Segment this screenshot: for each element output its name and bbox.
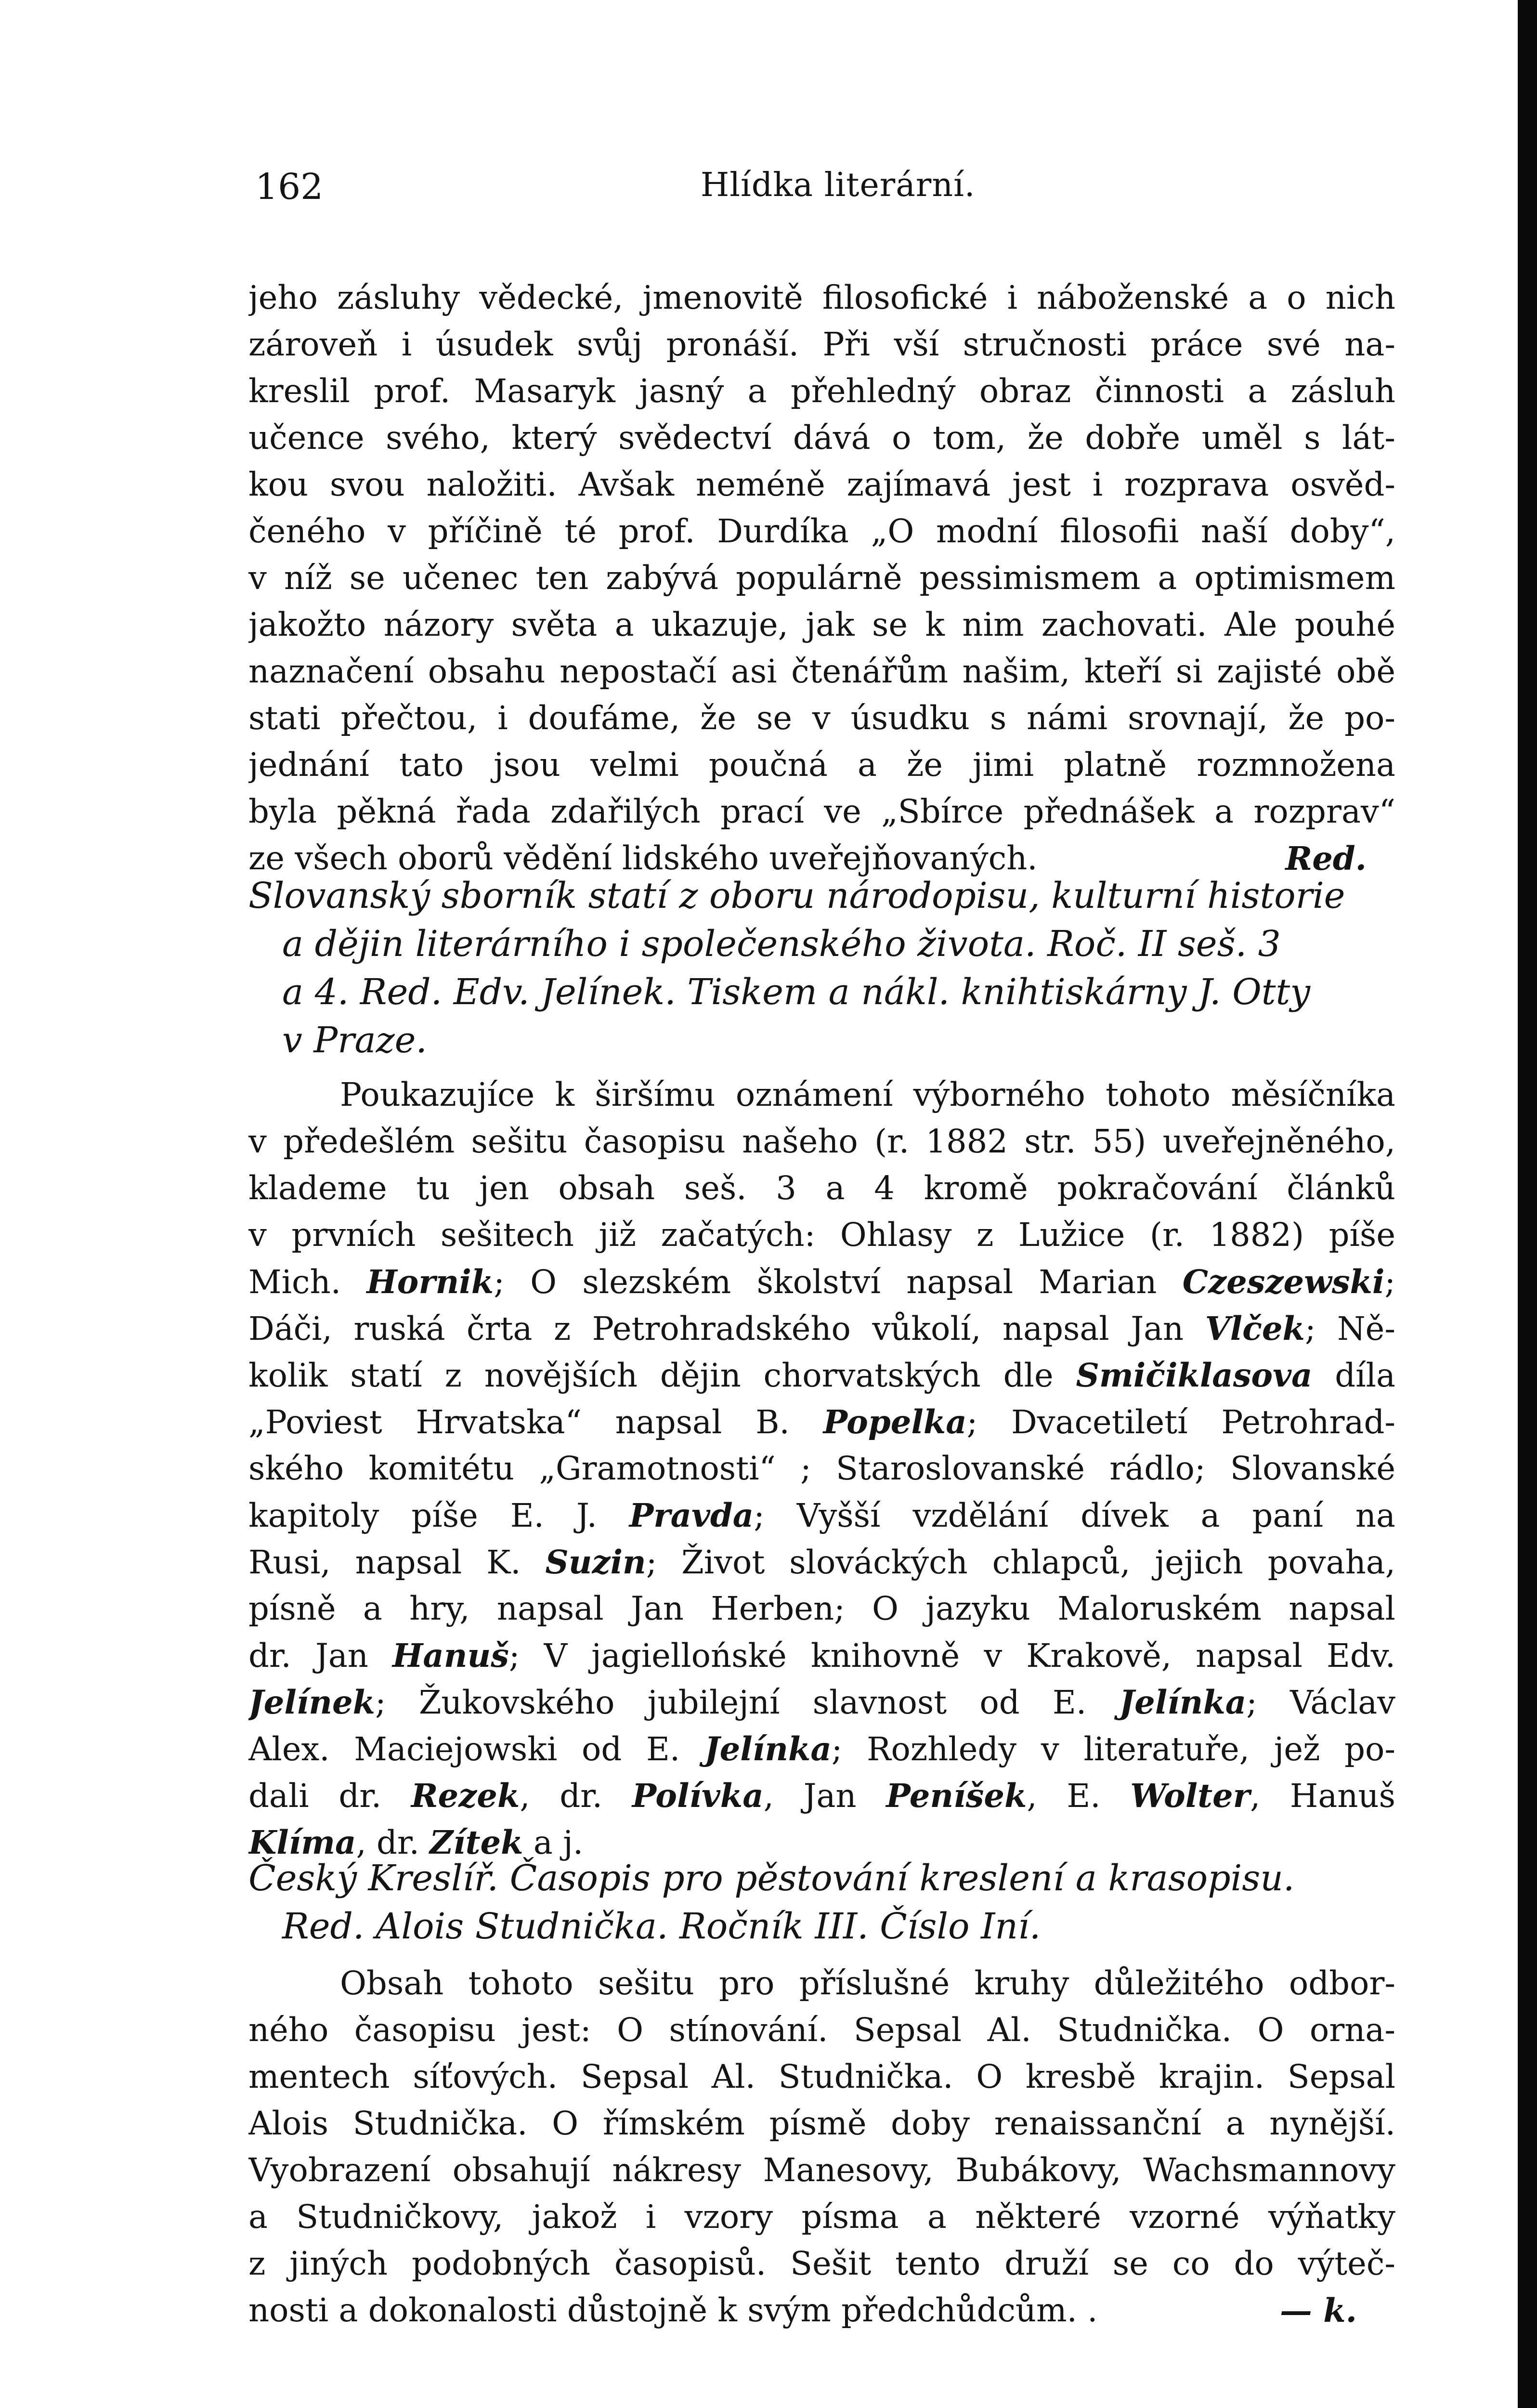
text-fragment: a j. xyxy=(523,1824,584,1861)
page-number: 162 xyxy=(255,166,324,208)
text-fragment: kapitoly píše E. J. xyxy=(248,1497,629,1534)
text-fragment: , E. xyxy=(1027,1777,1131,1815)
text-fragment: ; Život slováckých chlapců, jejich povaha, xyxy=(646,1544,1395,1581)
text-line xyxy=(248,1632,1395,1679)
text-line: stati přečtou, i doufáme, že se v úsudku s námi srovnají, že po- xyxy=(248,699,1395,737)
author-name: Zítek xyxy=(430,1823,523,1861)
text-fragment: ; Vyšší vzdělání dívek a paní na xyxy=(754,1497,1395,1534)
text-fragment: ; Ně- xyxy=(1304,1310,1395,1348)
review-title-2 xyxy=(248,1854,1395,1950)
text-fragment: nosti a dokonalosti důstojně k svým předchůdcům. . xyxy=(248,2291,1098,2329)
text-fragment: ; O slezském školství napsal Marian xyxy=(494,1263,1183,1301)
text-line: učence svého, který svědectví dává o tom, že dobře uměl s lát- xyxy=(248,419,1395,457)
text-line xyxy=(248,1399,1395,1445)
text-line xyxy=(248,1726,1395,1772)
title-line: Slovanský sborník statí z oboru národopisu, kulturní historie xyxy=(248,875,1345,916)
text-line: ského komitétu „Gramotnosti“ ; Staroslovanské rádlo; Slovanské xyxy=(248,1450,1395,1487)
text-fragment: ; Žukovského jubilejní slavnost od E. xyxy=(375,1684,1120,1721)
page-edge-shadow xyxy=(1518,0,1537,2408)
text-fragment: Rusi, napsal K. xyxy=(248,1544,546,1581)
author-name: Vlček xyxy=(1205,1309,1305,1348)
text-fragment: ; V jagiellońské knihovně v Krakově, napsal Edv. xyxy=(508,1637,1395,1675)
text-fragment: , dr. xyxy=(356,1824,430,1861)
text-line: naznačení obsahu nepostačí asi čtenářům našim, kteří si zajisté obě xyxy=(248,653,1395,690)
text-line: a Studničkovy, jakož i vzory písma a některé vzorné výňatky xyxy=(248,2198,1395,2236)
text-line: ného časopisu jest: O stínování. Sepsal Al. Studnička. O orna- xyxy=(248,2011,1395,2049)
author-name: Hornik xyxy=(366,1263,494,1301)
text-line xyxy=(248,1679,1395,1726)
text-line xyxy=(248,1258,1395,1305)
text-line: jeho zásluhy vědecké, jmenovitě filosofické i náboženské a o nich xyxy=(248,279,1395,316)
text-line: v předešlém sešitu časopisu našeho (r. 1882 str. 55) uveřejněného, xyxy=(248,1123,1395,1160)
text-line: jakožto názory světa a ukazuje, jak se k nim zachovati. Ale pouhé xyxy=(248,606,1395,643)
text-fragment: ; Rozhledy v literatuře, jež po- xyxy=(831,1730,1395,1768)
page-header xyxy=(0,166,1537,224)
author-name: Rezek xyxy=(411,1777,520,1815)
text-line: z jiných podobných časopisů. Sešit tento druží se co do výteč- xyxy=(248,2245,1395,2282)
author-name: Popelka xyxy=(823,1403,967,1441)
title-line: v Praze. xyxy=(282,1020,427,1061)
text-line: písně a hry, napsal Jan Herben; O jazyku Maloruském napsal xyxy=(248,1590,1395,1627)
text-line xyxy=(248,2287,1395,2334)
text-fragment: dr. Jan xyxy=(248,1637,393,1675)
paragraph-2 xyxy=(248,1072,1395,1866)
text-fragment: ; Václav xyxy=(1246,1684,1395,1721)
text-line xyxy=(248,1772,1395,1819)
running-head: Hlídka literární. xyxy=(701,166,976,204)
text-line: Obsah tohoto sešitu pro příslušné kruhy důležitého odbor- xyxy=(340,1964,1395,2002)
text-line: mentech síťových. Sepsal Al. Studnička. O kresbě krajin. Sepsal xyxy=(248,2058,1395,2095)
signature: Red. xyxy=(1285,839,1367,877)
text-line xyxy=(248,1305,1395,1352)
author-name: Jelínka xyxy=(1119,1683,1247,1721)
text-fragment: „Poviest Hrvatska“ napsal B. xyxy=(248,1403,823,1441)
text-line xyxy=(248,1492,1395,1539)
text-fragment: , Jan xyxy=(763,1777,886,1815)
title-line: a dějin literárního i společenského života. Roč. II seš. 3 xyxy=(282,923,1281,965)
author-name: Smičiklasova xyxy=(1076,1356,1313,1394)
review-title-1 xyxy=(248,872,1395,1064)
text-line: v níž se učenec ten zabývá populárně pessimismem a optimismem xyxy=(248,559,1395,597)
text-line xyxy=(248,1352,1395,1399)
text-fragment: , dr. xyxy=(520,1777,632,1815)
author-name: Jelínka xyxy=(704,1730,832,1768)
text-fragment: ; xyxy=(1384,1263,1395,1301)
title-line: Český Kreslíř. Časopis pro pěstování kreslení a krasopisu. xyxy=(248,1858,1295,1899)
author-name: Hanuš xyxy=(392,1636,509,1675)
author-name: Jelínek xyxy=(248,1683,375,1721)
author-name: Pravda xyxy=(629,1496,754,1534)
paragraph-3 xyxy=(248,1960,1395,2334)
author-name: Wolter xyxy=(1130,1777,1250,1815)
title-line: a 4. Red. Edv. Jelínek. Tiskem a nákl. knihtiskárny J. Otty xyxy=(282,971,1311,1013)
text-fragment: Alex. Maciejowski od E. xyxy=(248,1730,704,1768)
text-line: jednání tato jsou velmi poučná a že jimi platně rozmnožena xyxy=(248,746,1395,784)
text-fragment: kolik statí z novějších dějin chorvatských dle xyxy=(248,1357,1076,1394)
text-line: v prvních sešitech již začatých: Ohlasy z Lužice (r. 1882) píše xyxy=(248,1216,1395,1254)
text-fragment: ze všech oborů vědění lidského uveřejňovaných. xyxy=(248,839,1038,877)
text-fragment: Dáči, ruská črta z Petrohradského vůkolí, napsal Jan xyxy=(248,1310,1205,1348)
text-fragment: ; Dvacetiletí Petrohrad- xyxy=(966,1403,1395,1441)
text-line: čeného v příčině té prof. Durdíka „O modní filosofii naší doby“, xyxy=(248,512,1395,550)
text-line: zároveň i úsudek svůj pronáší. Při vší stručnosti práce své na- xyxy=(248,326,1395,363)
paragraph-1 xyxy=(248,275,1395,882)
author-name: Suzin xyxy=(545,1543,646,1581)
title-line: Red. Alois Studnička. Ročník III. Číslo Iní. xyxy=(282,1906,1041,1947)
text-fragment: , Hanuš xyxy=(1250,1777,1395,1815)
text-line: Poukazujíce k širšímu oznámení výborného tohoto měsíčníka xyxy=(340,1076,1395,1113)
text-line: Alois Studnička. O římském písmě doby renaissanční a nynější. xyxy=(248,2105,1395,2142)
text-line: kou svou naložiti. Avšak neméně zajímavá jest i rozprava osvěd- xyxy=(248,466,1395,503)
text-line: Vyobrazení obsahují nákresy Manesovy, Bubákovy, Wachsmannovy xyxy=(248,2151,1395,2189)
text-line: kreslil prof. Masaryk jasný a přehledný obraz činnosti a zásluh xyxy=(248,372,1395,410)
text-line: klademe tu jen obsah seš. 3 a 4 kromě pokračování článků xyxy=(248,1169,1395,1207)
author-name: Czeszewski xyxy=(1182,1263,1385,1301)
text-fragment: Mich. xyxy=(248,1263,367,1301)
author-name: Peníšek xyxy=(886,1777,1027,1815)
text-fragment: díla xyxy=(1312,1357,1395,1394)
author-name: Polívka xyxy=(632,1777,764,1815)
text-line xyxy=(248,1539,1395,1585)
author-name: Klíma xyxy=(248,1823,356,1861)
text-fragment: dali dr. xyxy=(248,1777,411,1815)
text-line: byla pěkná řada zdařilých prací ve „Sbírce přednášek a rozprav“ xyxy=(248,793,1395,830)
signature: — k. xyxy=(1279,2291,1357,2329)
